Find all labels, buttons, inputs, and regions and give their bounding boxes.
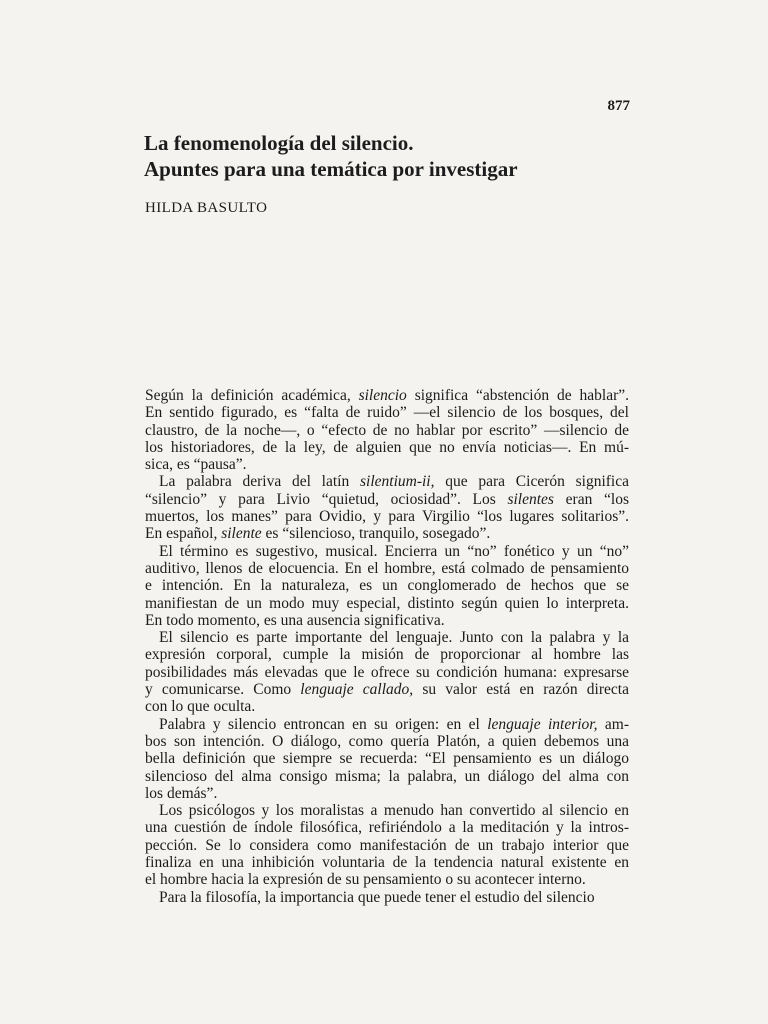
text-line: con lo que oculta. [145, 698, 256, 716]
paragraph [145, 473, 629, 542]
paragraph [145, 802, 629, 888]
text-line: La palabra deriva del latín silentium-ii, que para Cicerón significa [159, 473, 629, 491]
text-line: auditivo, llenos de elocuencia. En el hombre, está colmado de pensamiento [145, 559, 629, 577]
text-line: En todo momento, es una ausencia significativa. [145, 611, 445, 629]
text-line: bos son intención. O diálogo, como quería Platón, a quien debemos una [145, 732, 629, 750]
text-line: Los psicólogos y los moralistas a menudo han convertido al silencio en [159, 802, 629, 820]
text-line: una cuestión de índole filosófica, refiriéndolo a la meditación y la intros- [145, 819, 629, 837]
text-line: “silencio” y para Livio “quietud, ociosidad”. Los silentes eran “los [145, 490, 629, 508]
text-line: los demás”. [145, 784, 218, 802]
text-line: El término es sugestivo, musical. Encierra un “no” fonético y un “no” [159, 542, 629, 560]
text-line: Palabra y silencio entroncan en su origen: en el lenguaje interior, am- [159, 715, 629, 733]
text-line: bella definición que siempre se recuerda: “El pensamiento es un diálogo [145, 750, 629, 768]
text-line: claustro, de la noche—, o “efecto de no hablar por escrito” —silencio de [145, 421, 629, 439]
text-line: expresión corporal, cumple la misión de proporcionar al hombre las [145, 646, 629, 664]
title-line: La fenomenología del silencio. [144, 131, 414, 155]
author-name: HILDA BASULTO [145, 200, 268, 216]
paragraph [145, 387, 629, 473]
text-line: pección. Se lo considera como manifestación de un trabajo interior que [145, 836, 629, 854]
title-line: Apuntes para una temática por investigar [144, 157, 518, 181]
text-line: posibilidades más elevadas que le ofrece su condición humana: expresarse [145, 663, 629, 681]
text-line: el hombre hacia la expresión de su pensamiento o su acontecer interno. [145, 871, 586, 889]
article-body [145, 387, 629, 906]
page-number: 877 [607, 98, 630, 114]
paragraph [145, 629, 629, 715]
text-line: Según la definición académica, silencio significa “abstención de hablar”. [145, 387, 629, 404]
text-line: En español, silente es “silencioso, tranquilo, sosegado”. [145, 525, 491, 543]
text-line: Para la filosofía, la importancia que puede tener el estudio del silencio [159, 888, 595, 906]
text-line: silencioso del alma consigo misma; la palabra, un diálogo del alma con [145, 767, 629, 785]
text-line: manifiestan de un modo muy especial, distinto según quien lo interpreta. [145, 594, 629, 612]
article-title [144, 130, 518, 182]
text-line: e intención. En la naturaleza, es un conglomerado de hechos que se [145, 577, 629, 595]
paragraph [145, 543, 629, 629]
text-line: muertos, los manes” para Ovidio, y para Virgilio “los lugares solitarios”. [145, 508, 629, 526]
paragraph [145, 889, 629, 906]
text-line: y comunicarse. Como lenguaje callado, su valor está en razón directa [145, 681, 629, 699]
paragraph [145, 716, 629, 802]
text-line: El silencio es parte importante del lenguaje. Junto con la palabra y la [159, 629, 629, 647]
text-line: En sentido figurado, es “falta de ruido” —el silencio de los bosques, del [145, 404, 629, 422]
text-line: finaliza en una inhibición voluntaria de la tendencia natural existente en [145, 854, 629, 872]
text-line: sica, es “pausa”. [145, 456, 247, 474]
text-line: los historiadores, de la ley, de alguien que no envía noticias—. En mú- [145, 438, 629, 456]
